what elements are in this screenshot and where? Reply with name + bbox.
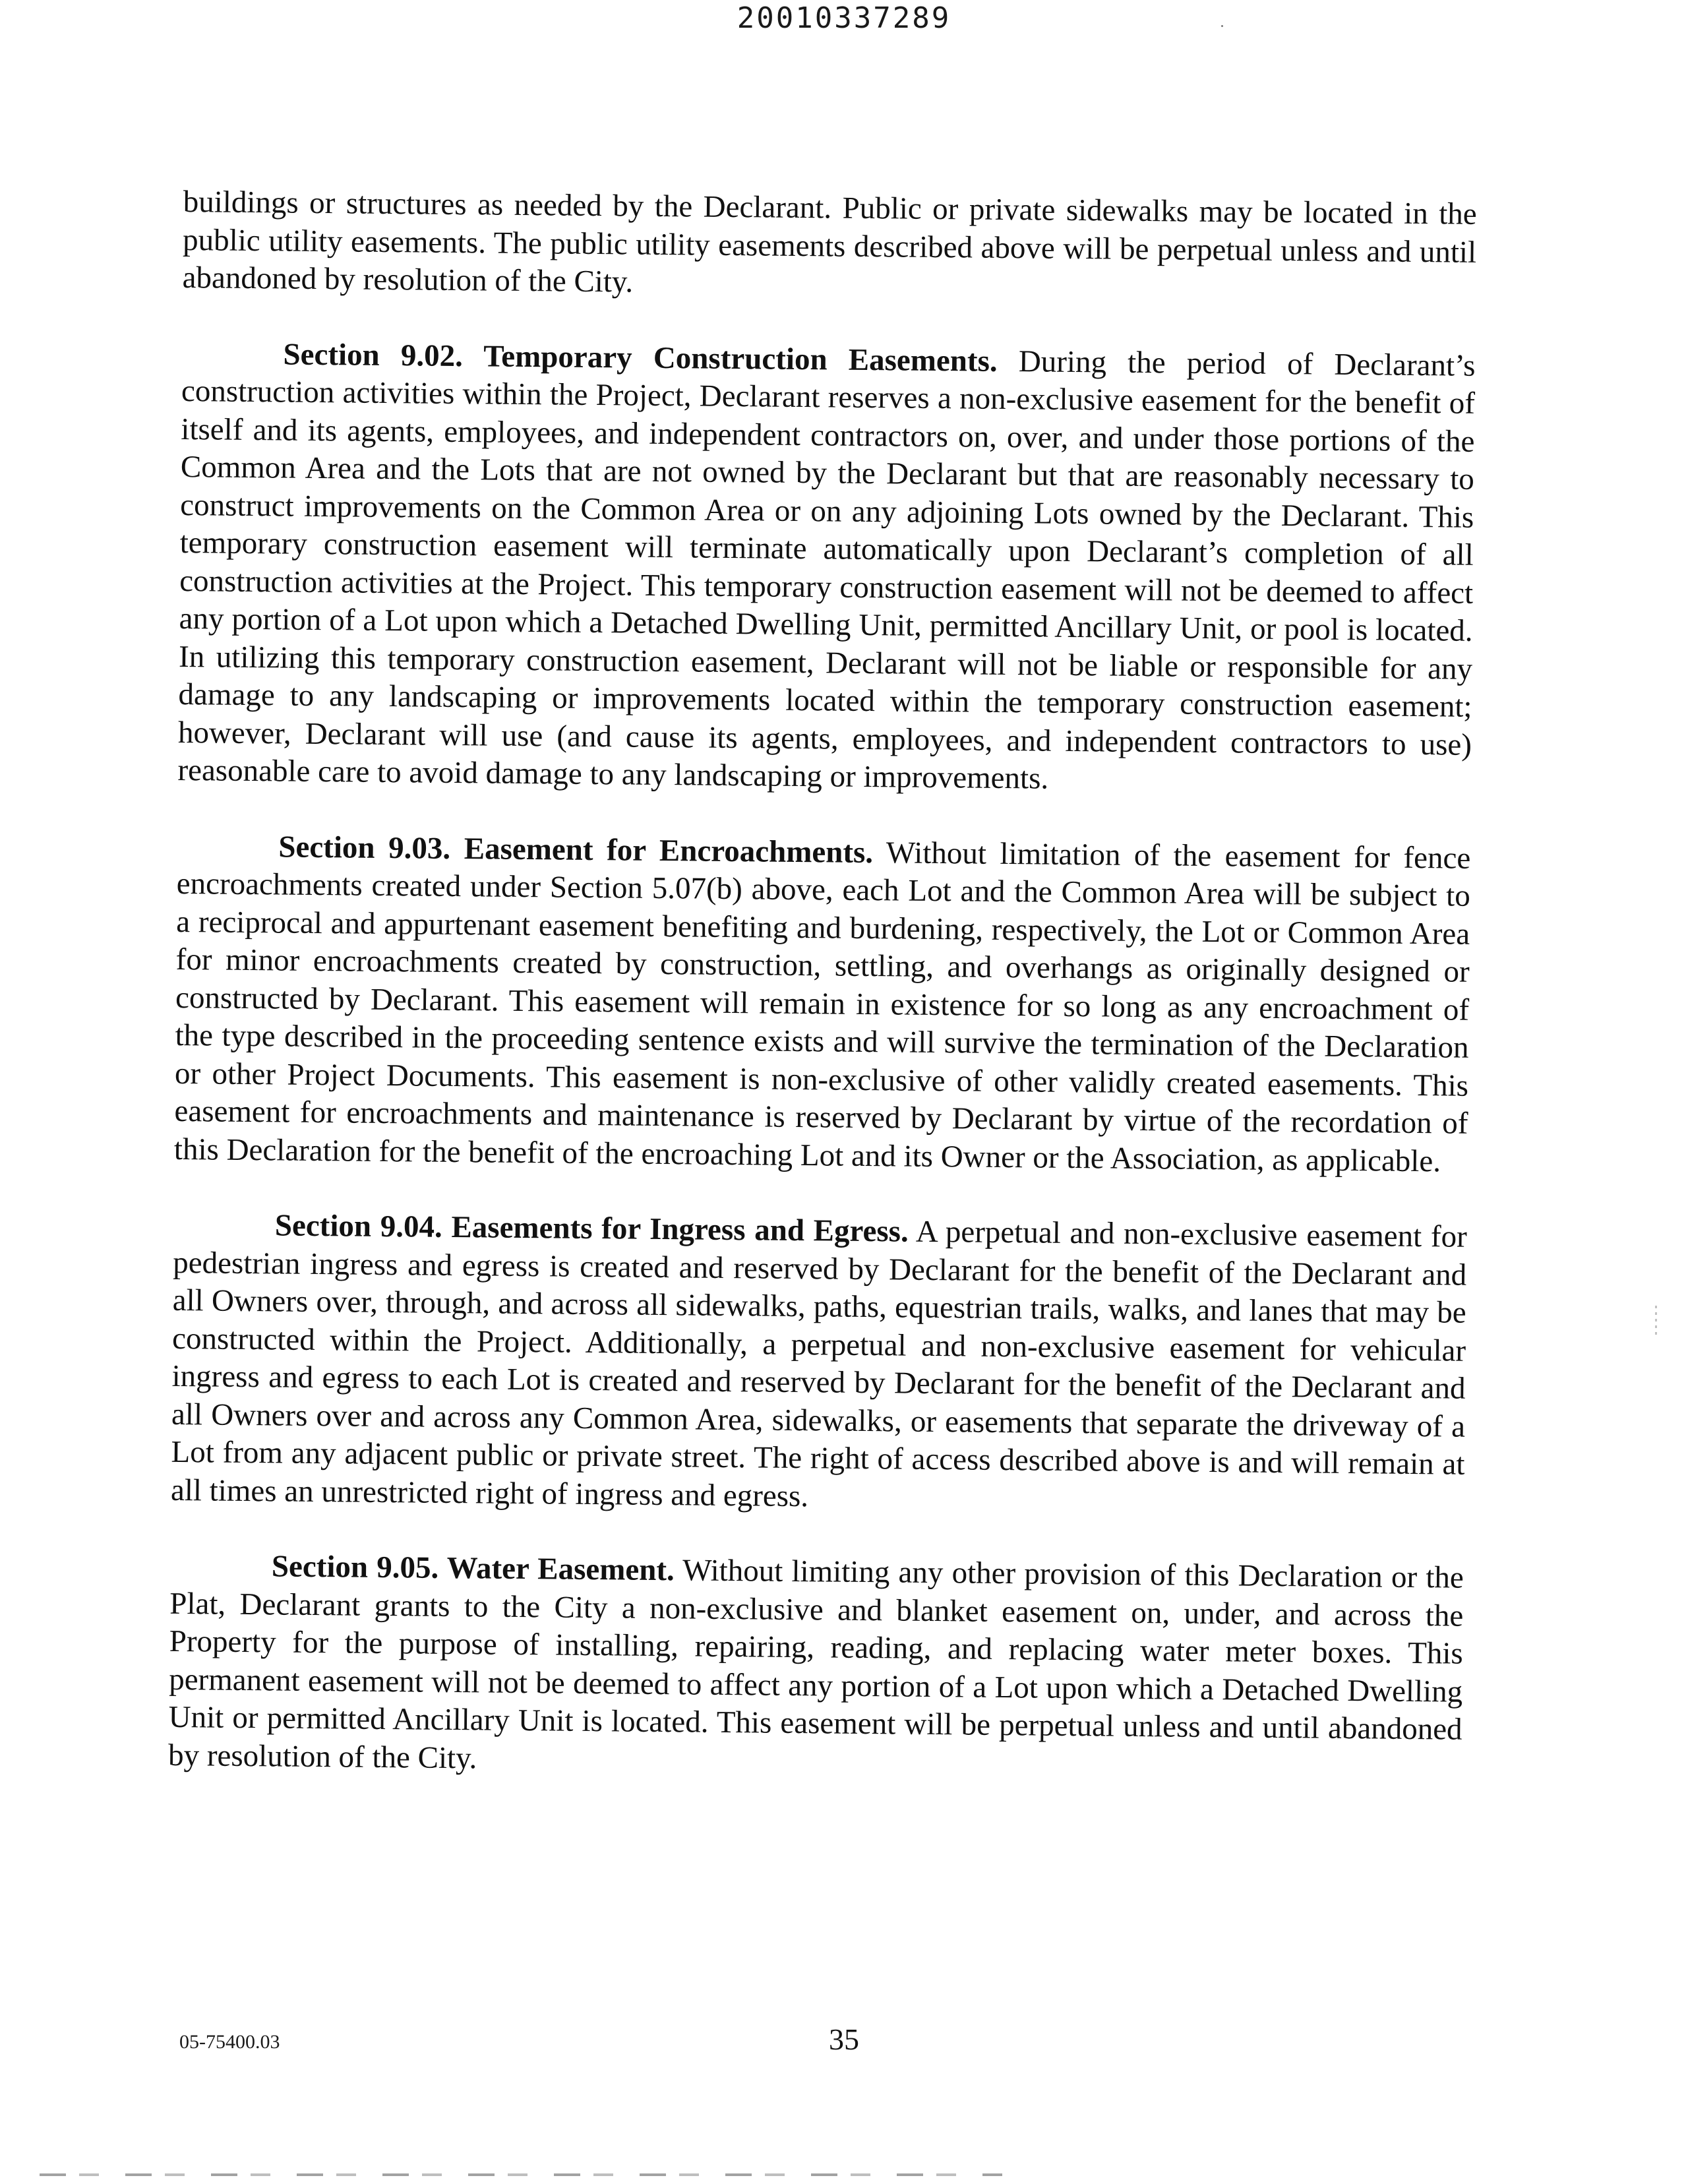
recording-number: 20010337289	[737, 1, 951, 35]
section-9-04	[171, 1206, 1467, 1522]
section-heading: Section 9.05. Water Easement.	[271, 1549, 675, 1588]
section-text: A perpetual and non-exclusive easement for pedestrian ingress and egress is created and reserved by Declarant for the benefit of the Declarant and all Owners over, through, and across all sidewalks, paths, equestrian trails, walks, and lanes that may be constructed within the Project. Additionally, a perpetual and non-exclusive easement for vehicular ingress and egress to each Lot is created and reserved by Declarant for the benefit of the Declarant and all Owners over and across any Common Area, sidewalks, or easements that separate the driveway of a Lot from any adjacent public or private street. The right of access described above is and will remain at all times an unrestricted right of ingress and egress.	[170, 1214, 1468, 1513]
section-text: Without limitation of the easement for fence encroachments created under Section 5.07(b) above, each Lot and the Common Area will be subject to a reciprocal and appurtenant easement benefiting and burdening, respectively, the Lot or Common Area for minor encroachments created by construction, settling, and overhangs as originally designed or constructed by Declarant. This easement will remain in existence for so long as any encroachment of the type described in the proceeding sentence exists and will survive the termination of the Declaration or other Project Documents. This easement is non-exclusive of other validly created easements. This easement for encroachments and maintenance is reserved by Declarant by virtue of the recordation of this Declaration for the benefit of the encroaching Lot and its Owner or the Association, as applicable.	[173, 835, 1471, 1178]
section-text: Without limiting any other provision of this Declaration or the Plat, Declarant grants to the City a non-exclusive and blanket easement on, under, and across the Property for the purpose of installing, repairing, reading, and replacing water meter boxes. This permanent easement will not be deemed to affect any portion of a Lot upon which a Detached Dwelling Unit or permitted Ancillary Unit is located. This easement will be perpetual unless and until abandoned by resolution of the City.	[167, 1553, 1464, 1775]
section-heading: Section 9.02. Temporary Construction Easements.	[283, 336, 998, 379]
section-text: During the period of Declarant’s construction activities within the Project, Declarant reserves a non-exclusive easement for the benefit of itself and its agents, employees, and independent contractors on, over, and under those portions of the Common Area and the Lots that are not owned by the Declarant but that are reasonably necessary to construct improvements on the Common Area or on any adjoining Lots owned by the Declarant. This temporary construction easement will terminate automatically upon Declarant’s completion of all construction activities at the Project. This temporary construction easement will not be deemed to affect any portion of a Lot upon which a Detached Dwelling Unit, permitted Ancillary Unit, or pool is located. In utilizing this temporary construction easement, Declarant will not be liable or responsible for any damage to any landscaping or improvements located within the temporary construction easement; however, Declarant will use (and cause its agents, employees, and independent contractors to use) reasonable care to avoid damage to any landscaping or improvements.	[177, 344, 1476, 796]
footer-document-code: 05-75400.03	[179, 2031, 280, 2053]
continued-paragraph: buildings or structures as needed by the Declarant. Public or private sidewalks may be located in the public utility easements. The public utility easements described above will be perpetual unless and until abandoned by resolution of the City.	[182, 184, 1477, 299]
section-9-03	[174, 827, 1471, 1180]
scan-speck	[1221, 25, 1223, 27]
document-body	[167, 183, 1477, 1825]
scan-edge-artifact	[40, 2173, 1002, 2176]
scan-margin-marks	[1655, 1306, 1657, 1336]
page-number: 35	[829, 2022, 859, 2056]
section-9-05	[168, 1547, 1464, 1787]
section-heading: Section 9.03. Easement for Encroachments.	[278, 829, 874, 870]
section-9-02	[177, 334, 1476, 802]
section-heading: Section 9.04. Easements for Ingress and Egress.	[274, 1208, 909, 1249]
